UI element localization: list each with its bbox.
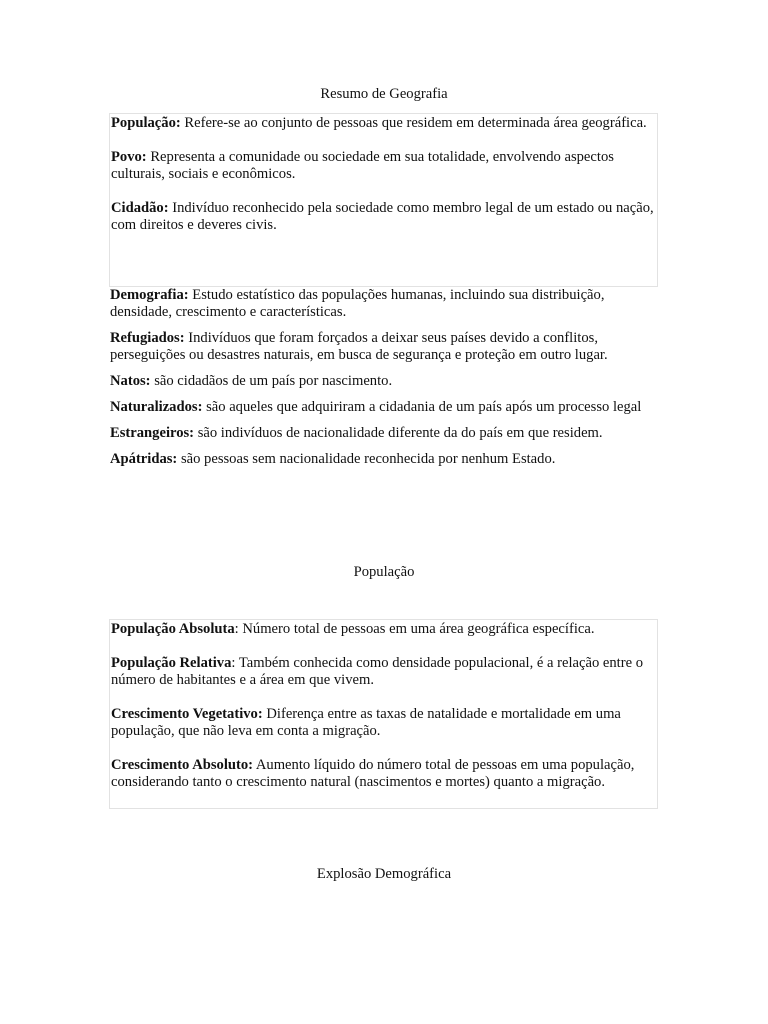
- definition-cidadao: [111, 200, 657, 234]
- definition-apatridas: [110, 451, 658, 468]
- definition-povo: [111, 149, 657, 183]
- definition-text: Indivíduo reconhecido pela sociedade como membro legal de um estado ou nação, com direitos e deveres civis.: [111, 200, 654, 233]
- term: Cidadão:: [111, 200, 169, 216]
- term: Apátridas:: [110, 451, 178, 467]
- definition-crescimento-absoluto: [111, 757, 657, 791]
- term: Crescimento Absoluto:: [111, 757, 254, 773]
- term: População Absoluta: [111, 621, 235, 637]
- term: Natos:: [110, 373, 151, 389]
- definitions-list: [110, 287, 658, 477]
- term: Crescimento Vegetativo:: [111, 706, 263, 722]
- definition-crescimento-vegetativo: [111, 706, 657, 740]
- definition-refugiados: [110, 330, 658, 364]
- term: População Relativa: [111, 655, 232, 671]
- definition-text: Indivíduos que foram forçados a deixar seus países devido a conflitos, perseguições ou desastres naturais, em busca de segurança e proteção em outro lugar.: [110, 330, 608, 363]
- definition-populacao-relativa: [111, 655, 657, 689]
- definition-text: são indivíduos de nacionalidade diferente da do país em que residem.: [194, 425, 603, 441]
- definitions-box-1: [109, 113, 658, 287]
- term: Estrangeiros:: [110, 425, 195, 441]
- definition-text: são cidadãos de um país por nascimento.: [150, 373, 393, 389]
- definition-text: são pessoas sem nacionalidade reconhecida por nenhum Estado.: [177, 451, 556, 467]
- term: Naturalizados:: [110, 399, 203, 415]
- definition-text: : Também conhecida como densidade populacional, é a relação entre o número de habitantes e a área em que vivem.: [111, 655, 644, 688]
- definition-populacao: [111, 115, 657, 132]
- definition-text: Diferença entre as taxas de natalidade e mortalidade em uma população, que não leva em conta a migração.: [111, 706, 621, 739]
- definition-text: Estudo estatístico das populações humanas, incluindo sua distribuição, densidade, crescimento e características.: [110, 287, 605, 320]
- definition-demografia: [110, 287, 658, 321]
- document-title: Resumo de Geografia: [320, 86, 448, 102]
- term: Demografia:: [110, 287, 189, 303]
- section-heading-explosao: Explosão Demográfica: [316, 866, 452, 882]
- term: Refugiados:: [110, 330, 185, 346]
- section-heading-populacao: População: [353, 564, 415, 580]
- definition-text: : Número total de pessoas em uma área geográfica específica.: [234, 621, 595, 637]
- definition-text: Refere-se ao conjunto de pessoas que residem em determinada área geográfica.: [180, 115, 647, 131]
- term: Povo:: [111, 149, 147, 165]
- term: População:: [111, 115, 181, 131]
- definition-text: são aqueles que adquiriram a cidadania de um país após um processo legal: [202, 399, 642, 415]
- definition-naturalizados: [110, 399, 658, 416]
- definitions-box-2: [109, 619, 658, 809]
- definition-estrangeiros: [110, 425, 658, 442]
- definition-text: Representa a comunidade ou sociedade em sua totalidade, envolvendo aspectos culturais, sociais e econômicos.: [111, 149, 614, 182]
- definition-text: Aumento líquido do número total de pessoas em uma população, considerando tanto o crescimento natural (nascimentos e mortes) quanto a migração.: [111, 757, 635, 790]
- definition-natos: [110, 373, 658, 390]
- definition-populacao-absoluta: [111, 621, 657, 638]
